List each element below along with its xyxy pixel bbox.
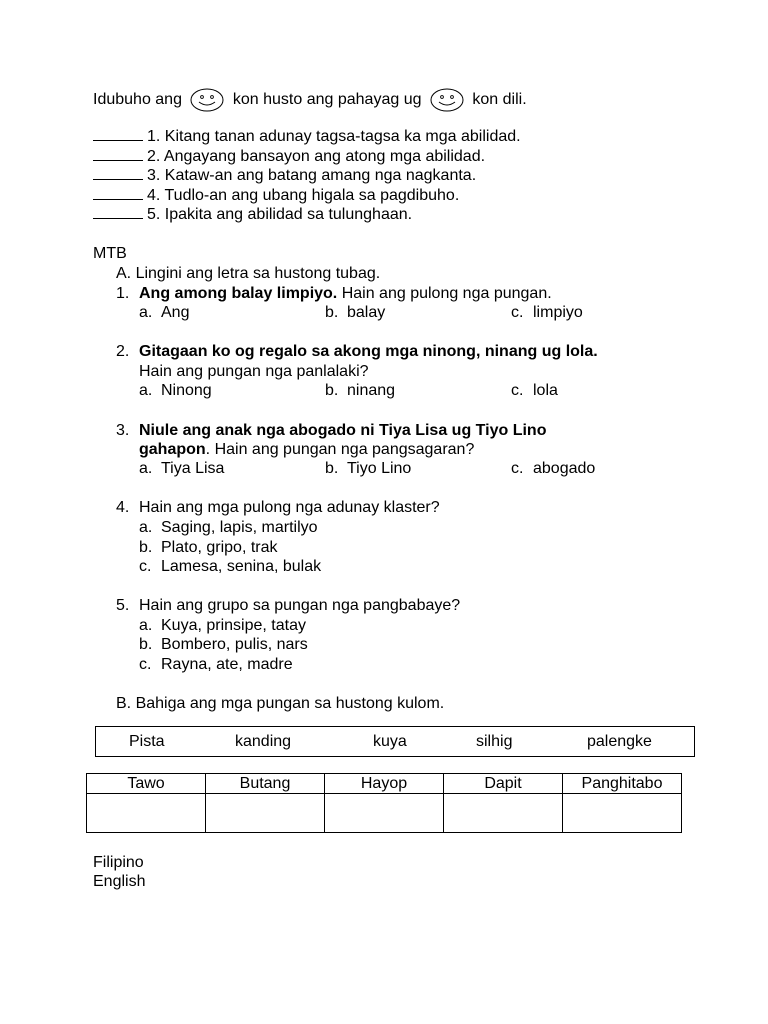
column-header: Dapit	[444, 774, 563, 794]
intro-text-1: Idubuho ang	[93, 91, 182, 109]
answer-blank[interactable]	[93, 147, 143, 161]
option-c[interactable]: c. abogado	[511, 460, 596, 477]
word-bank-box	[95, 726, 695, 757]
intro-text-3: kon dili.	[472, 91, 527, 109]
statement-text: 5. Ipakita ang abilidad sa tulunghaan.	[147, 206, 413, 223]
question-number: 3.	[116, 422, 130, 439]
category-header-row	[87, 774, 682, 794]
footer-subject: English	[93, 873, 146, 890]
smiley-face-icon-2	[430, 88, 464, 112]
question-1-bold: Ang among balay limpiyo.	[139, 285, 338, 302]
word-bank-item[interactable]: palengke	[587, 733, 652, 750]
option-b[interactable]: b. ninang	[325, 382, 396, 399]
intro-text-2: kon husto ang pahayag ug	[232, 91, 422, 109]
question-2-bold: Gitagaan ko og regalo sa akong mga ninong, ninang ug lola.	[139, 343, 598, 360]
statement-row	[93, 186, 459, 205]
option-c[interactable]: c. limpiyo	[511, 304, 583, 321]
category-table	[86, 773, 682, 833]
question-number: 1.	[116, 285, 130, 302]
column-header: Hayop	[325, 774, 444, 794]
option-b[interactable]: b. Plato, gripo, trak	[139, 539, 278, 556]
question-4-text: Hain ang mga pulong nga adunay klaster?	[139, 499, 440, 516]
word-bank-item[interactable]: kanding	[235, 733, 292, 750]
option-c[interactable]: c. Lamesa, senina, bulak	[139, 558, 322, 575]
question-5-text: Hain ang grupo sa pungan nga pangbabaye?	[139, 597, 461, 614]
option-a[interactable]: a. Ang	[139, 304, 190, 321]
smiley-face-icon	[190, 88, 224, 112]
option-a[interactable]: a. Saging, lapis, martilyo	[139, 519, 318, 536]
footer-subject: Filipino	[93, 854, 144, 871]
option-a[interactable]: a. Kuya, prinsipe, tatay	[139, 617, 306, 634]
question-3-line2: gahapon. Hain ang pungan nga pangsagaran?	[139, 441, 475, 458]
statement-row	[93, 127, 521, 146]
intro-instruction	[93, 88, 527, 112]
answer-cell[interactable]	[563, 794, 682, 833]
statement-text: 3. Kataw-an ang batang amang nga nagkanta.	[147, 167, 477, 184]
answer-blank[interactable]	[93, 127, 143, 141]
option-a[interactable]: a. Ninong	[139, 382, 212, 399]
answer-blank[interactable]	[93, 166, 143, 180]
column-header: Tawo	[87, 774, 206, 794]
statement-text: 2. Angayang bansayon ang atong mga abilidad.	[147, 148, 486, 165]
option-b[interactable]: b. Bombero, pulis, nars	[139, 636, 308, 653]
answer-blank[interactable]	[93, 186, 143, 200]
question-3-bold: Niule ang anak nga abogado ni Tiya Lisa ug Tiyo Lino	[139, 422, 547, 439]
option-c[interactable]: c. Rayna, ate, madre	[139, 656, 293, 673]
statement-text: 4. Tudlo-an ang ubang higala sa pagdibuho.	[147, 187, 460, 204]
category-answer-row	[87, 794, 682, 833]
statement-row	[93, 205, 412, 224]
option-b[interactable]: b. balay	[325, 304, 386, 321]
answer-cell[interactable]	[87, 794, 206, 833]
statement-text: 1. Kitang tanan adunay tagsa-tagsa ka mga abilidad.	[147, 128, 521, 145]
subject-heading: MTB	[93, 245, 127, 262]
question-1-text	[139, 284, 552, 303]
option-a[interactable]: a. Tiya Lisa	[139, 460, 225, 477]
word-bank-item[interactable]: silhig	[476, 733, 513, 750]
word-bank-item[interactable]: kuya	[373, 733, 407, 750]
question-number: 2.	[116, 343, 130, 360]
column-header: Panghitabo	[563, 774, 682, 794]
word-bank-item[interactable]: Pista	[129, 733, 165, 750]
answer-cell[interactable]	[206, 794, 325, 833]
section-b-heading: B. Bahiga ang mga pungan sa hustong kulom.	[116, 695, 445, 712]
column-header: Butang	[206, 774, 325, 794]
statement-row	[93, 147, 485, 166]
answer-cell[interactable]	[444, 794, 563, 833]
question-number: 4.	[116, 499, 130, 516]
answer-cell[interactable]	[325, 794, 444, 833]
option-c[interactable]: c. lola	[511, 382, 558, 399]
section-a-heading: A. Lingini ang letra sa hustong tubag.	[116, 265, 381, 282]
question-2-line2: Hain ang pungan nga panlalaki?	[139, 363, 369, 380]
option-b[interactable]: b. Tiyo Lino	[325, 460, 412, 477]
statement-row	[93, 166, 476, 185]
answer-blank[interactable]	[93, 205, 143, 219]
question-1-rest: Hain ang pulong nga pungan.	[337, 285, 552, 302]
question-number: 5.	[116, 597, 130, 614]
